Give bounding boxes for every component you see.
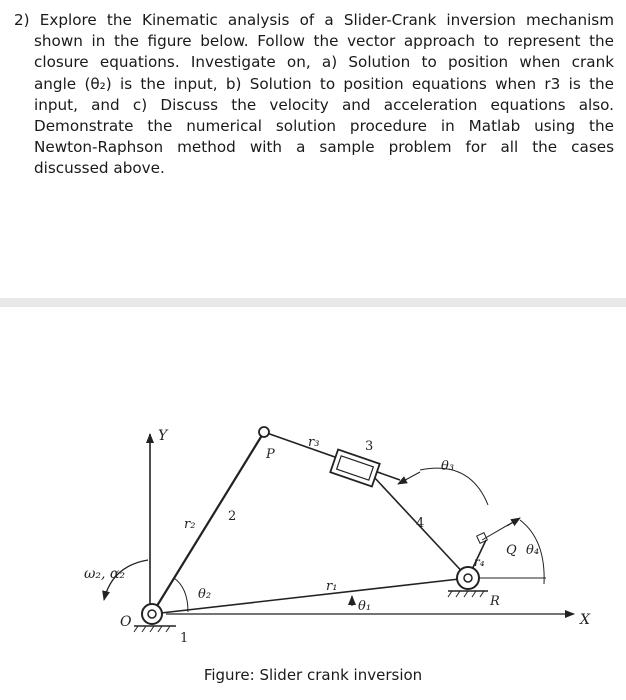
question-line: angle (θ₂) is the input, b) Solution to position equations when r3 is the — [34, 74, 614, 93]
label-p: P — [266, 447, 275, 462]
label-r1: r₁ — [326, 579, 338, 594]
question-text — [14, 10, 614, 180]
rocker-link — [360, 462, 468, 578]
question-line: shown in the figure below. Follow the vector approach to represent the — [34, 32, 614, 51]
ground-pivot-r — [448, 567, 488, 597]
label-y: Y — [158, 428, 168, 444]
label-3: 3 — [365, 439, 374, 454]
figure-caption: Figure: Slider crank inversion — [203, 666, 423, 684]
label-o: O — [120, 614, 132, 630]
slider-crank-figure — [0, 307, 626, 700]
label-x: X — [580, 612, 590, 628]
theta4-arrow — [507, 518, 520, 526]
question-line: discussed above. — [34, 159, 165, 178]
label-omega-alpha: ω₂, α₂ — [84, 566, 125, 582]
label-1: 1 — [180, 631, 189, 646]
label-theta3: θ₃ — [441, 459, 455, 474]
question-line: closure equations. Investigate on, a) Solution to position when crank — [34, 53, 614, 72]
label-theta2: θ₂ — [198, 587, 212, 602]
label-r: R — [490, 594, 500, 609]
theta2-arc — [174, 578, 188, 612]
label-r2: r₂ — [184, 517, 196, 532]
pin-p — [259, 427, 269, 437]
ground-pivot-o — [134, 604, 176, 632]
question-line: 2) Explore the Kinematic analysis of a Slider-Crank inversion mechanism — [14, 11, 614, 29]
label-theta1: θ₁ — [358, 599, 372, 614]
label-4: 4 — [416, 516, 425, 531]
label-r4: r₄ — [474, 555, 485, 569]
theta3-arrow — [398, 472, 420, 484]
label-q: Q — [506, 543, 517, 558]
question-line: Demonstrate the numerical solution procedure in Matlab using the — [34, 117, 614, 136]
label-2: 2 — [228, 509, 237, 524]
slider-block — [330, 449, 379, 486]
section-divider — [0, 298, 626, 307]
label-theta4: θ₄ — [526, 543, 540, 558]
label-r3: r₃ — [308, 435, 320, 450]
question-line: input, and c) Discuss the velocity and acceleration equations also. — [34, 95, 614, 114]
question-line: Newton-Raphson method with a sample problem for all the cases — [34, 138, 614, 157]
